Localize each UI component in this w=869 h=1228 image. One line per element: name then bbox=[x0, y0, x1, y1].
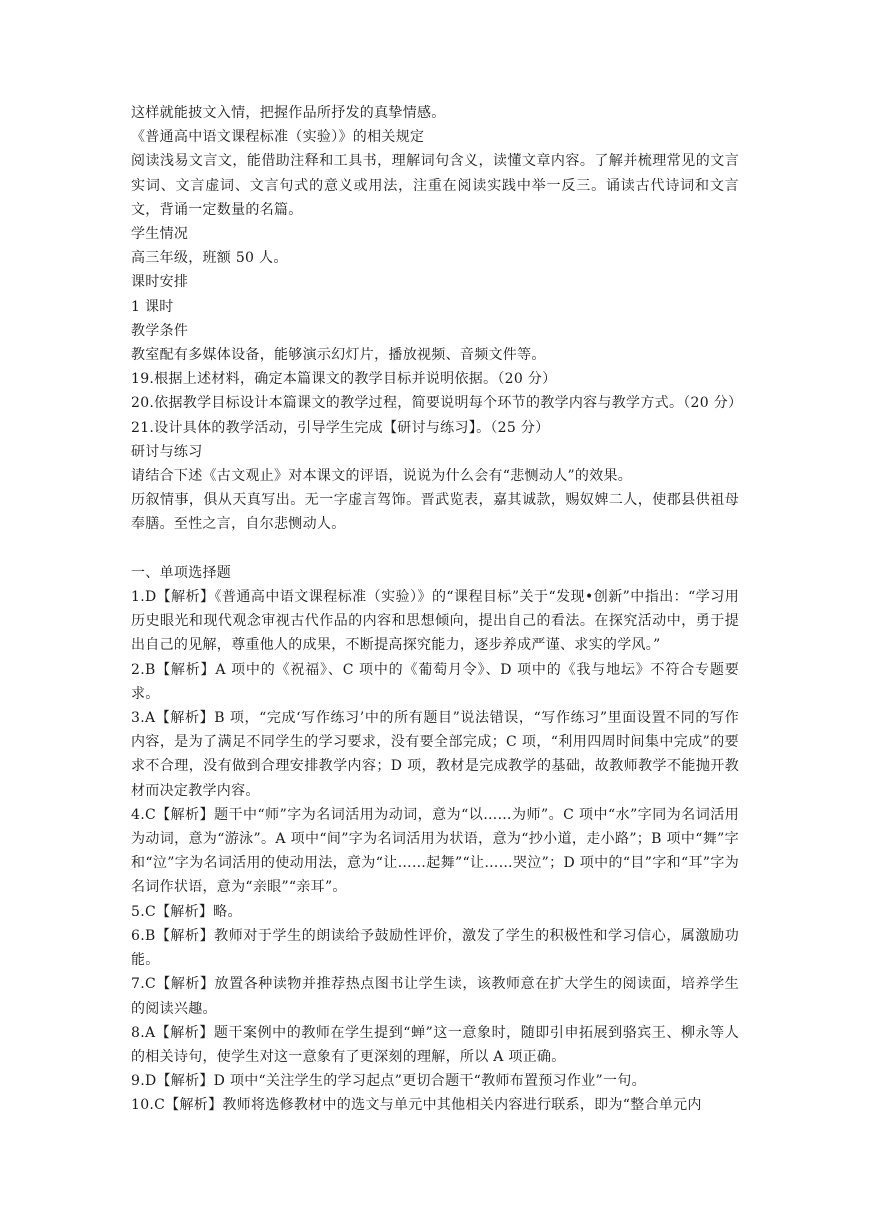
answer-item: 1.D【解析】《普通高中语文课程标准（实验）》的“课程目标”关于“发现•创新”中指出：“学习用历史眼光和现代观念审视古代作品的内容和思想倾向，提出自己的看法。在探究活动中，勇于提出自己的见解，尊重他人的成果，不断提高探究能力，逐步养成严谨、求实的学风。” bbox=[131, 589, 739, 654]
answer-item: 9.D【解析】D 项中“关注学生的学习起点”更切合题干“教师布置预习作业”一句。 bbox=[131, 1073, 646, 1090]
answer-item: 6.B【解析】教师对于学生的朗读给予鼓励性评价，激发了学生的积极性和学习信心，属激励功能。 bbox=[131, 927, 739, 969]
question: 20.依据教学目标设计本篇课文的教学过程，简要说明每个环节的教学内容与教学方式。（20 分） bbox=[131, 395, 743, 412]
answer-item: 4.C【解析】题干中“师”字为名词活用为动词，意为“以……为师”。C 项中“水”字同为名词活用为动词，意为“游泳”。A 项中“间”字为名词活用为状语，意为“抄小道，走小路”；B 项中“舞”字和“泣”字为名词活用的使动用法，意为“让……起舞”“让……哭泣”；D 项中的“目”字和“耳”字为名词作状语，意为“亲眼”“亲耳”。 bbox=[131, 806, 739, 896]
document-body bbox=[131, 101, 743, 1118]
answer-item: 10.C【解析】教师将选修教材中的选文与单元中其他相关内容进行联系，即为“整合单元内 bbox=[131, 1097, 702, 1114]
section-heading: 《普通高中语文课程标准（实验）》的相关规定 bbox=[131, 129, 425, 146]
section-heading: 学生情况 bbox=[131, 226, 189, 243]
paragraph: 历叙情事，俱从天真写出。无一字虚言驾饰。晋武览表，嘉其诚款，赐奴婢二人，使郡县供祖母奉膳。至性之言，自尔悲恻动人。 bbox=[131, 492, 739, 533]
answer-item: 5.C【解析】略。 bbox=[131, 903, 242, 920]
section-heading: 研讨与练习 bbox=[131, 443, 203, 460]
answer-item: 3.A【解析】B 项，“完成‘写作练习’中的所有题目”说法错误，“写作练习”里面设置不同的写作内容，是为了满足不同学生的学习要求，没有要全部完成；C 项，“利用四周时间集中完成”的要求不合理，没有做到合理安排教学内容；D 项，教材是完成教学的基础，故教师教学不能抛开教材而决定教学内容。 bbox=[131, 710, 739, 799]
paragraph: 请结合下述《古文观止》对本课文的评语，说说为什么会有“悲恻动人”的效果。 bbox=[131, 468, 633, 485]
answer-item: 8.A【解析】题干案例中的教师在学生提到“蝉”这一意象时，随即引申拓展到骆宾王、柳永等人的相关诗句，使学生对这一意象有了更深刻的理解，所以 A 项正确。 bbox=[131, 1024, 739, 1065]
question: 19.根据上述材料，确定本篇课文的教学目标并说明依据。（20 分） bbox=[131, 371, 557, 388]
question: 21.设计具体的教学活动，引导学生完成【研讨与练习】。（25 分） bbox=[131, 419, 550, 436]
paragraph: 教室配有多媒体设备，能够演示幻灯片，播放视频、音频文件等。 bbox=[131, 347, 546, 364]
answer-item: 7.C【解析】放置各种读物并推荐热点图书让学生读，该教师意在扩大学生的阅读面，培养学生的阅读兴趣。 bbox=[131, 976, 739, 1017]
blank-line bbox=[131, 537, 739, 561]
paragraph: 阅读浅易文言文，能借助注释和工具书，理解词句含义，读懂文章内容。了解并梳理常见的文言实词、文言虚词、文言句式的意义或用法，注重在阅读实践中举一反三。诵读古代诗词和文言文，背诵一定数量的名篇。 bbox=[131, 153, 739, 218]
section-heading: 教学条件 bbox=[131, 322, 189, 339]
answer-item: 2.B【解析】A 项中的《祝福》、C 项中的《葡萄月令》、D 项中的《我与地坛》不符合专题要求。 bbox=[131, 661, 739, 702]
section-heading: 一、单项选择题 bbox=[131, 564, 232, 581]
section-heading: 课时安排 bbox=[131, 274, 189, 291]
paragraph: 这样就能披文入情，把握作品所抒发的真挚情感。 bbox=[131, 105, 446, 121]
paragraph: 1 课时 bbox=[131, 298, 174, 315]
paragraph: 高三年级，班额 50 人。 bbox=[131, 250, 288, 267]
